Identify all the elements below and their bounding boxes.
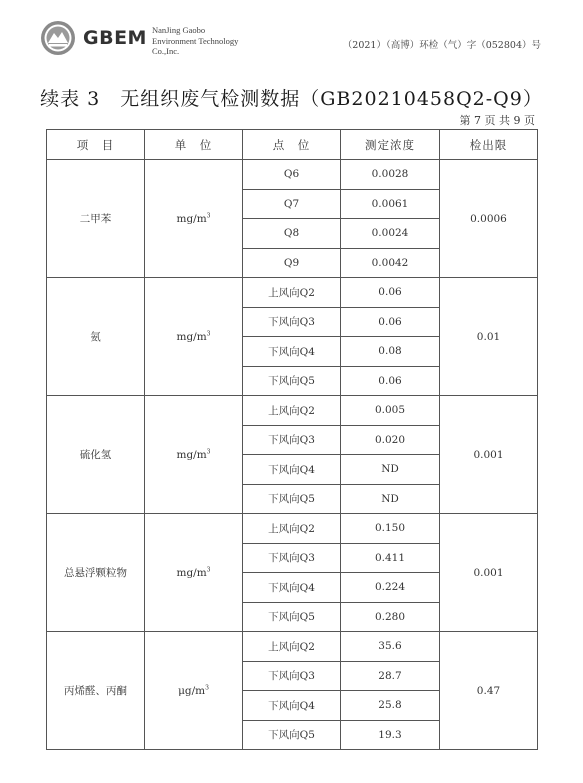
detection-limit-cell: 0.001: [440, 514, 538, 632]
concentration-cell: 0.005: [341, 396, 440, 426]
concentration-cell: 0.411: [341, 543, 440, 573]
detection-limit-cell: 0.0006: [440, 160, 538, 278]
point-cell: 下风向Q4: [243, 337, 341, 367]
table-row: [47, 160, 538, 190]
item-cell: 丙烯醛、丙酮: [47, 632, 145, 750]
header-point: 点 位: [243, 130, 341, 160]
page-title: 续表 3 无组织废气检测数据（GB20210458Q2-Q9）: [40, 88, 543, 110]
point-cell: 下风向Q3: [243, 307, 341, 337]
logo-wordmark: GBEM: [83, 27, 147, 49]
data-table: [46, 129, 538, 750]
point-cell: Q9: [243, 248, 341, 278]
company-logo-icon: [40, 20, 76, 56]
unit-superscript: 3: [206, 448, 211, 455]
unit-base: mg/m: [176, 566, 207, 579]
unit-superscript: 3: [206, 212, 211, 219]
unit-base: μg/m: [178, 684, 206, 697]
concentration-cell: 0.06: [341, 278, 440, 308]
header-detection-limit: 检出限: [440, 130, 538, 160]
detection-limit-cell: 0.01: [440, 278, 538, 396]
point-cell: Q7: [243, 189, 341, 219]
header-concentration: 测定浓度: [341, 130, 440, 160]
concentration-cell: 35.6: [341, 632, 440, 662]
concentration-cell: 0.06: [341, 307, 440, 337]
concentration-cell: 28.7: [341, 661, 440, 691]
point-cell: 下风向Q3: [243, 661, 341, 691]
concentration-cell: 0.0024: [341, 219, 440, 249]
unit-base: mg/m: [176, 448, 207, 461]
item-cell: 二甲苯: [47, 160, 145, 278]
unit-cell: [145, 278, 243, 396]
unit-cell: [145, 396, 243, 514]
item-cell: 硫化氢: [47, 396, 145, 514]
point-cell: 下风向Q5: [243, 602, 341, 632]
unit-superscript: 3: [206, 566, 211, 573]
company-line: Environment Technology: [152, 35, 239, 46]
unit-cell: [145, 160, 243, 278]
unit-cell: [145, 632, 243, 750]
point-cell: 上风向Q2: [243, 278, 341, 308]
unit-superscript: 3: [205, 684, 209, 691]
company-line: NanJing Gaobo: [152, 25, 206, 35]
point-cell: Q6: [243, 160, 341, 190]
table-header-row: [47, 130, 538, 160]
point-cell: 下风向Q5: [243, 720, 341, 750]
point-cell: 下风向Q5: [243, 484, 341, 514]
concentration-cell: 0.280: [341, 602, 440, 632]
point-cell: 下风向Q4: [243, 455, 341, 485]
concentration-cell: ND: [341, 484, 440, 514]
point-cell: 下风向Q4: [243, 691, 341, 721]
page-number: 第 7 页 共 9 页: [459, 114, 535, 127]
item-cell: 氨: [47, 278, 145, 396]
point-cell: 下风向Q5: [243, 366, 341, 396]
table-row: [47, 514, 538, 544]
point-cell: 上风向Q2: [243, 396, 341, 426]
concentration-cell: 19.3: [341, 720, 440, 750]
point-cell: 下风向Q3: [243, 425, 341, 455]
unit-base: mg/m: [176, 330, 207, 343]
point-cell: 下风向Q4: [243, 573, 341, 603]
unit-superscript: 3: [206, 330, 211, 337]
table-row: [47, 278, 538, 308]
table-body: [47, 160, 538, 750]
point-cell: 上风向Q2: [243, 514, 341, 544]
concentration-cell: 0.0042: [341, 248, 440, 278]
concentration-cell: 0.150: [341, 514, 440, 544]
concentration-cell: 0.020: [341, 425, 440, 455]
concentration-cell: 25.8: [341, 691, 440, 721]
concentration-cell: ND: [341, 455, 440, 485]
point-cell: Q8: [243, 219, 341, 249]
header-item: 项 目: [47, 130, 145, 160]
table-row: [47, 396, 538, 426]
company-line: Co.,Inc.: [152, 46, 180, 56]
company-name: [152, 25, 238, 57]
concentration-cell: 0.0061: [341, 189, 440, 219]
concentration-cell: 0.06: [341, 366, 440, 396]
detection-limit-cell: 0.47: [440, 632, 538, 750]
concentration-cell: 0.0028: [341, 160, 440, 190]
unit-base: mg/m: [176, 212, 207, 225]
point-cell: 下风向Q3: [243, 543, 341, 573]
document-header: [0, 0, 583, 70]
item-cell: 总悬浮颗粒物: [47, 514, 145, 632]
header-unit: 单 位: [145, 130, 243, 160]
point-cell: 上风向Q2: [243, 632, 341, 662]
unit-cell: [145, 514, 243, 632]
table-row: [47, 632, 538, 662]
document-code: （2021）（高博）环检（气）字（052804）号: [342, 40, 541, 51]
concentration-cell: 0.224: [341, 573, 440, 603]
detection-limit-cell: 0.001: [440, 396, 538, 514]
concentration-cell: 0.08: [341, 337, 440, 367]
